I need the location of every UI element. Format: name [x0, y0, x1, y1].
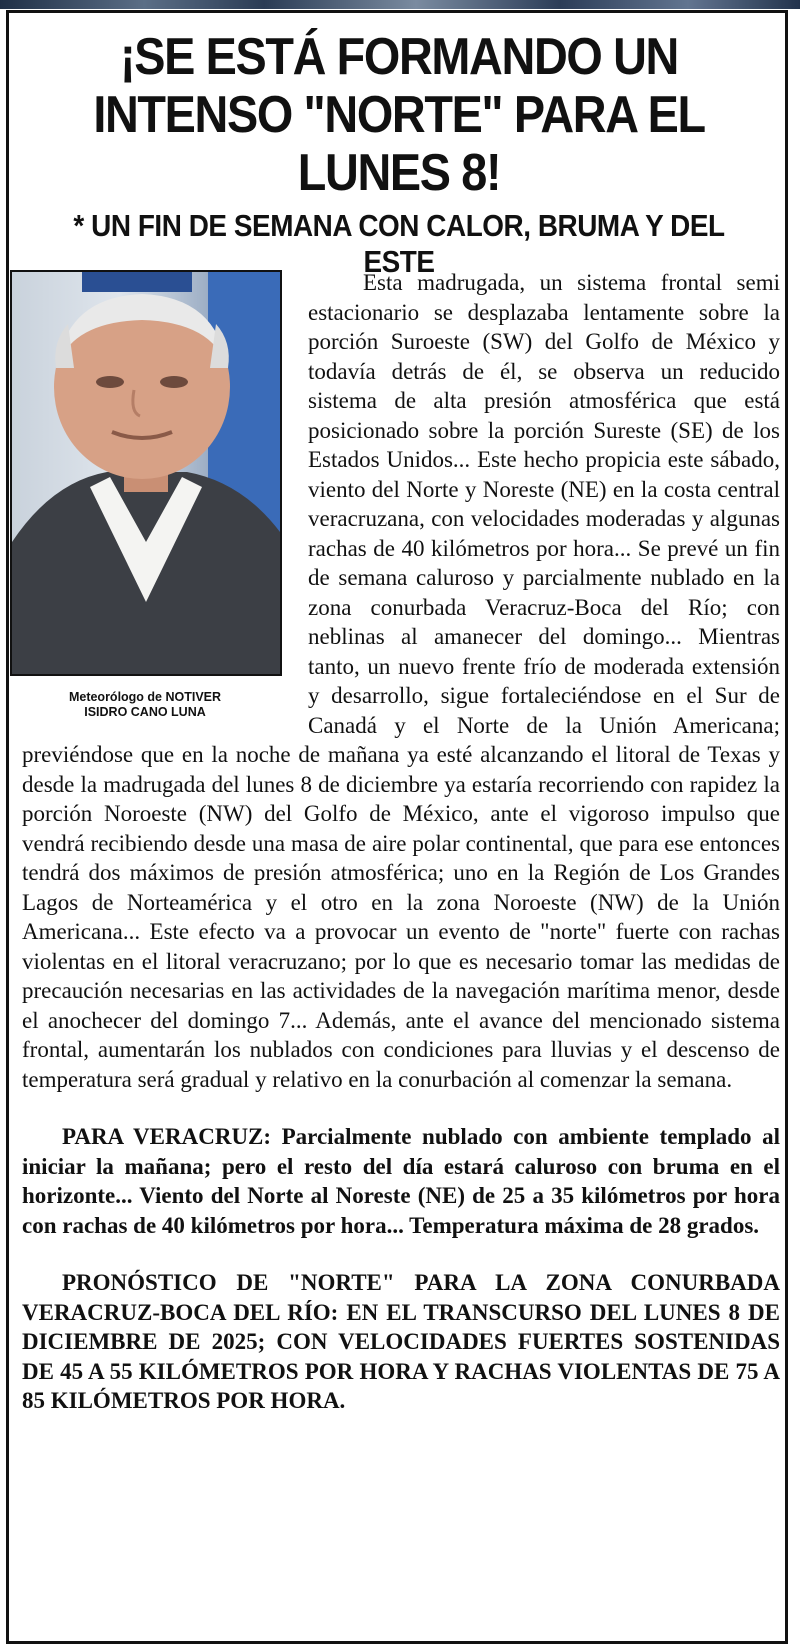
subheadline: * UN FIN DE SEMANA CON CALOR, BRUMA Y DEL ESTE	[73, 208, 725, 279]
top-decorative-strip	[0, 0, 800, 9]
headline: ¡SE ESTÁ FORMANDO UN INTENSO "NORTE" PARA EL LUNES 8!	[93, 28, 705, 202]
article-body	[22, 268, 780, 1416]
photo-float-spacer	[22, 268, 296, 716]
norte-forecast-paragraph: PRONÓSTICO DE "NORTE" PARA LA ZONA CONURBADA VERACRUZ-BOCA DEL RÍO: EN EL TRANSCURSO DEL LUNES 8 DE DICIEMBRE DE 2025; CON VELOCIDADES FUERTES SOSTENIDAS DE 45 A 55 KILÓMETROS POR HORA Y RACHAS VIOLENTAS DE 75 A 85 KILÓMETROS POR HORA.	[22, 1270, 780, 1413]
veracruz-forecast-paragraph: PARA VERACRUZ: Parcialmente nublado con ambiente templado al iniciar la mañana; pero el resto del día estará caluroso con bruma en el horizonte... Viento del Norte al Noreste (NE) de 25 a 35 kilómetros por hora con rachas de 40 kilómetros por hora... Temperatura máxima de 28 grados.	[22, 1124, 780, 1238]
caption-line-2: ISIDRO CANO LUNA	[84, 705, 206, 719]
article-paragraph: Esta madrugada, un sistema frontal semi estacionario se desplazaba lentamente sobre la porción Suroeste (SW) del Golfo de México y todavía detrás de él, se observa un reducido sistema de alta presión atmosférica que está posicionado sobre la porción Sureste (SE) de los Estados Unidos... Este hecho propicia este sábado, viento del Norte y Noreste (NE) en la costa central veracruzana, con velocidades moderadas y algunas rachas de 40 kilómetros por hora... Se prevé un fin de semana caluroso y parcialmente nublado en la zona conurbada Veracruz-Boca del Río; con neblinas al amanecer del domingo... Mientras tanto, un nuevo frente frío de moderada extensión y desarrollo, sigue fortaleciéndose en el Sur de Canadá y el Norte de la Unión Americana; previéndose que en la noche de mañana ya esté alcanzando el litoral de Texas y desde la madrugada del lunes 8 de diciembre ya estaría recorriendo con rapidez la porción Noroeste (NW) del Golfo de México, ante el vigoroso impulso que vendrá recibiendo desde una masa de aire polar continental, que para ese entonces tendrá dos máximos de presión atmosférica; uno en la Región de Los Grandes Lagos de Norteamérica y el otro en la zona Noroeste (NW) de la Unión Americana... Este efecto va a provocar un evento de "norte" fuerte con rachas violentas en el litoral veracruzano; por lo que es necesario tomar las medidas de precaución necesarias en las actividades de la navegación marítima menor, desde el anochecer del domingo 7... Además, ante el avance del mencionado sistema frontal, aumentarán los nublados con condiciones para lluvias y el descenso de temperatura será gradual y relativo en la conurbación al comenzar la semana.	[22, 270, 780, 1092]
caption-line-1: Meteorólogo de NOTIVER	[68, 690, 222, 704]
